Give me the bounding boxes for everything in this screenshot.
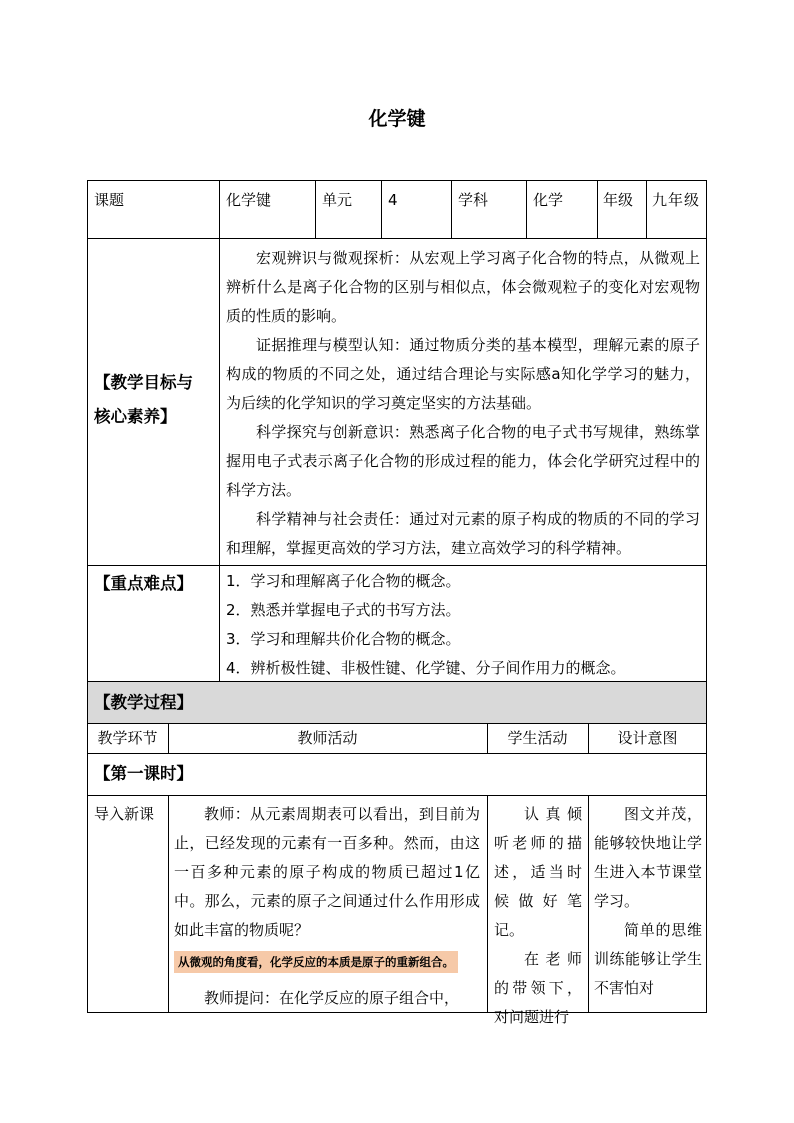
key-points-label: 【重点难点】 — [94, 574, 193, 593]
objective-paragraph: 科学探究与创新意识：熟悉离子化合物的电子式书写规律，熟练掌握用电子式表示离子化合物的形成过程的能力，体会化学研究过程中的科学方法。 — [226, 423, 700, 499]
objective-paragraph: 宏观辨识与微观探析：从宏观上学习离子化合物的特点，从微观上辨析什么是离子化合物的区别与相似点，体会微观粒子的变化对宏观物质的性质的影响。 — [226, 249, 700, 325]
student-paragraph: 在老师的带领下，对问题进行 — [494, 950, 582, 1026]
process-label: 【教学过程】 — [94, 693, 193, 712]
objectives-label-line2: 核心素养】 — [94, 407, 177, 426]
grade-value: 九年级 — [652, 191, 701, 209]
key-point-item: 2．熟悉并掌握电子式的书写方法。 — [226, 601, 461, 619]
teacher-paragraph: 教师提问：在化学反应的原子组合中， — [204, 989, 460, 1007]
design-paragraph: 图文并茂，能够较快地让学生进入本节课堂学习。 — [594, 805, 702, 910]
teacher-paragraph: 教师：从元素周期表可以看出，到目前为止，已经发现的元素有一百多种。然而，由这一百多种元素的原子构成的物质已超过1亿中。那么，元素的原子之间通过什么作用形成如此丰富的物质呢？ — [174, 805, 480, 939]
student-activity — [494, 800, 582, 1032]
col-student-header: 学生活动 — [507, 729, 568, 747]
design-intent — [594, 800, 702, 1003]
key-points-list — [226, 567, 700, 683]
objectives-text — [226, 244, 700, 563]
subject-label: 学科 — [458, 191, 489, 209]
topic-label: 课题 — [94, 191, 125, 209]
unit-label: 单元 — [322, 191, 353, 209]
topic-value: 化学键 — [226, 191, 272, 209]
stage-value: 导入新课 — [94, 805, 155, 823]
lesson-label: 【第一课时】 — [94, 764, 193, 783]
objectives-label-line1: 【教学目标与 — [94, 373, 193, 392]
objectives-label — [94, 366, 193, 434]
key-point-item: 1．学习和理解离子化合物的概念。 — [226, 572, 461, 590]
grade-label: 年级 — [603, 191, 634, 209]
col-teacher-header: 教师活动 — [297, 729, 358, 747]
objective-paragraph: 证据推理与模型认知：通过物质分类的基本模型，理解元素的原子构成的物质的不同之处，通过结合理论与实际感a知化学学习的魅力，为后续的化学知识的学习奠定坚实的方法基础。 — [226, 336, 700, 412]
page-title: 化学键 — [368, 108, 426, 130]
key-point-item: 4．辨析极性键、非极性键、化学键、分子间作用力的概念。 — [226, 659, 626, 677]
col-design-header: 设计意图 — [617, 729, 678, 747]
col-stage-header: 教学环节 — [97, 729, 158, 747]
teacher-activity — [174, 800, 480, 1013]
design-paragraph: 简单的思维训练能够让学生不害怕对 — [594, 921, 702, 997]
key-point-item: 3．学习和理解共价化合物的概念。 — [226, 630, 461, 648]
student-paragraph: 认真倾听老师的描述，适当时候做好笔记。 — [494, 805, 582, 939]
highlight-note: 从微观的角度看，化学反应的本质是原子的重新组合。 — [174, 951, 458, 973]
subject-value: 化学 — [533, 191, 564, 209]
objective-paragraph: 科学精神与社会责任：通过对元素的原子构成的物质的不同的学习和理解，掌握更高效的学习方法，建立高效学习的科学精神。 — [226, 510, 700, 557]
unit-value: 4 — [388, 191, 398, 209]
